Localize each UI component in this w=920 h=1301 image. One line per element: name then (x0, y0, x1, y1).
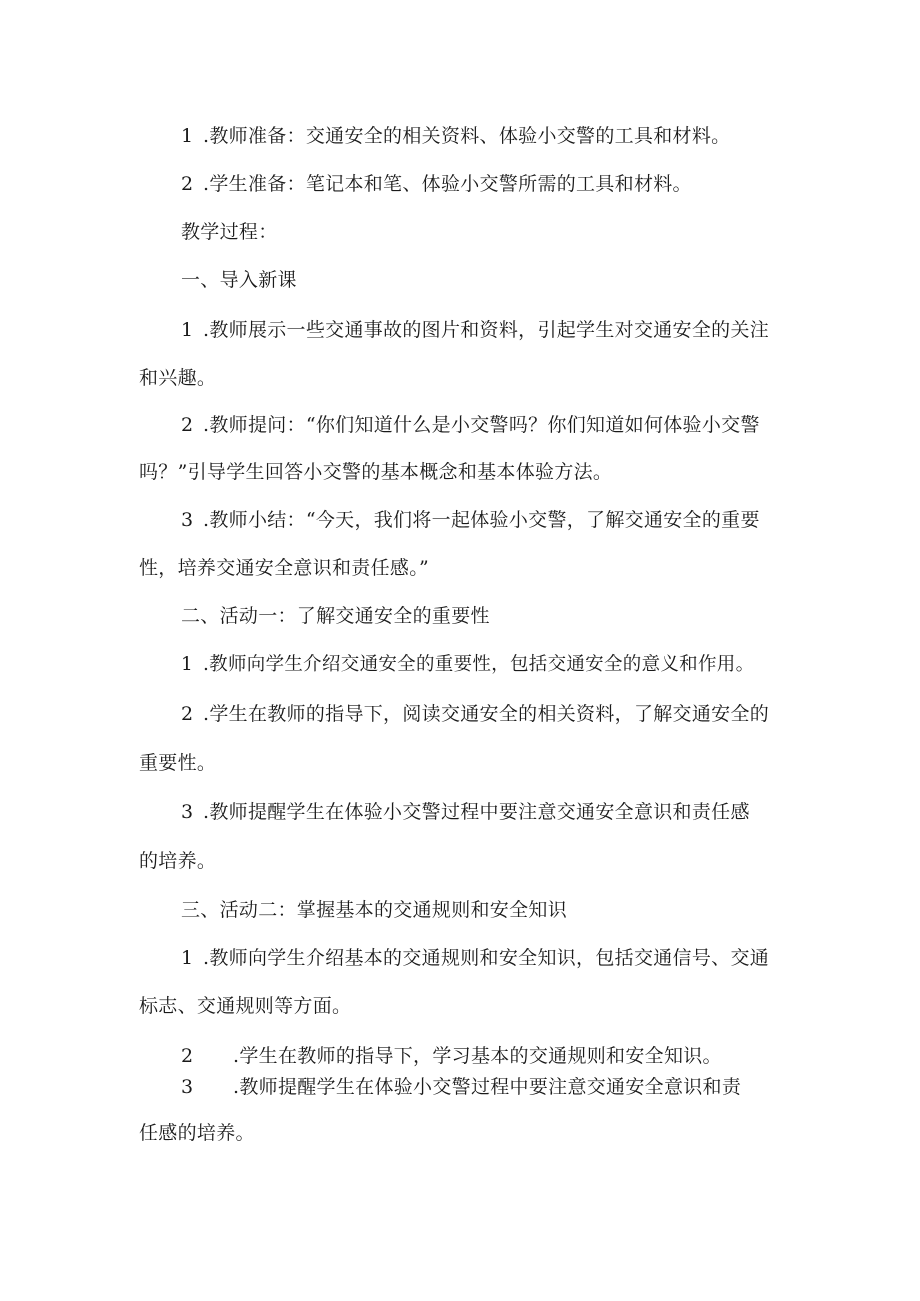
prep-item-1 (181, 124, 730, 148)
item-text: .教师准备：交通安全的相关资料、体验小交警的工具和材料。 (203, 125, 731, 147)
item-number: 3 (181, 1076, 194, 1098)
item-text: .学生准备：笔记本和笔、体验小交警所需的工具和材料。 (203, 173, 692, 195)
intro-item-3 (181, 508, 760, 532)
section-heading-intro: 一、导入新课 (181, 269, 297, 291)
item-number: 1 (181, 654, 194, 675)
intro-item-1 (181, 318, 769, 342)
item-number: 1 (181, 319, 194, 341)
section-heading-activity-2: 三、活动二：掌握基本的交通规则和安全知识 (181, 899, 568, 921)
item-text: .学生在教师的指导下，学习基本的交通规则和安全知识。 (233, 1045, 722, 1067)
intro-item-3-cont: 性，培养交通安全意识和责任感。” (139, 557, 430, 579)
item-text: .教师小结：“今天，我们将一起体验小交警，了解交通安全的重要 (203, 509, 760, 531)
prep-item-2 (181, 172, 692, 196)
intro-item-2-cont: 吗？”引导学生回答小交警的基本概念和基本体验方法。 (139, 461, 613, 483)
item-text: .教师提醒学生在体验小交警过程中要注意交通安全意识和责 (233, 1076, 742, 1098)
item-text: .教师展示一些交通事故的图片和资料，引起学生对交通安全的关注 (203, 319, 770, 341)
item-text: .学生在教师的指导下，阅读交通安全的相关资料，了解交通安全的 (203, 703, 770, 725)
activity2-item-3 (181, 1075, 741, 1099)
item-text: .教师提醒学生在体验小交警过程中要注意交通安全意识和责任感 (203, 801, 750, 823)
activity1-item-1 (181, 653, 754, 677)
intro-item-1-cont: 和兴趣。 (139, 367, 217, 389)
activity1-item-2-cont: 重要性。 (139, 752, 217, 774)
item-number: 3 (181, 509, 194, 531)
activity2-item-2 (181, 1044, 722, 1068)
activity1-item-3-cont: 的培养。 (139, 850, 217, 872)
item-number: 3 (181, 801, 194, 823)
intro-item-2 (181, 413, 760, 437)
item-number: 1 (181, 125, 194, 147)
activity1-item-2 (181, 702, 769, 726)
item-number: 2 (181, 703, 194, 725)
item-number: 2 (181, 1045, 194, 1067)
item-number: 2 (181, 173, 194, 195)
item-number: 2 (181, 414, 194, 436)
activity2-item-1-cont: 标志、交通规则等方面。 (139, 995, 352, 1017)
item-text: .教师提问：“你们知道什么是小交警吗？你们知道如何体验小交警 (203, 414, 760, 436)
item-text: .教师向学生介绍交通安全的重要性，包括交通安全的意义和作用。 (203, 654, 755, 675)
activity1-item-3 (181, 800, 750, 824)
item-text: .教师向学生介绍基本的交通规则和安全知识，包括交通信号、交通 (203, 947, 770, 969)
item-number: 1 (181, 947, 194, 969)
section-heading-activity-1: 二、活动一：了解交通安全的重要性 (181, 605, 490, 627)
activity2-item-3-cont: 任感的培养。 (139, 1122, 255, 1144)
activity2-item-1 (181, 946, 769, 970)
section-heading-process: 教学过程： (181, 221, 278, 243)
